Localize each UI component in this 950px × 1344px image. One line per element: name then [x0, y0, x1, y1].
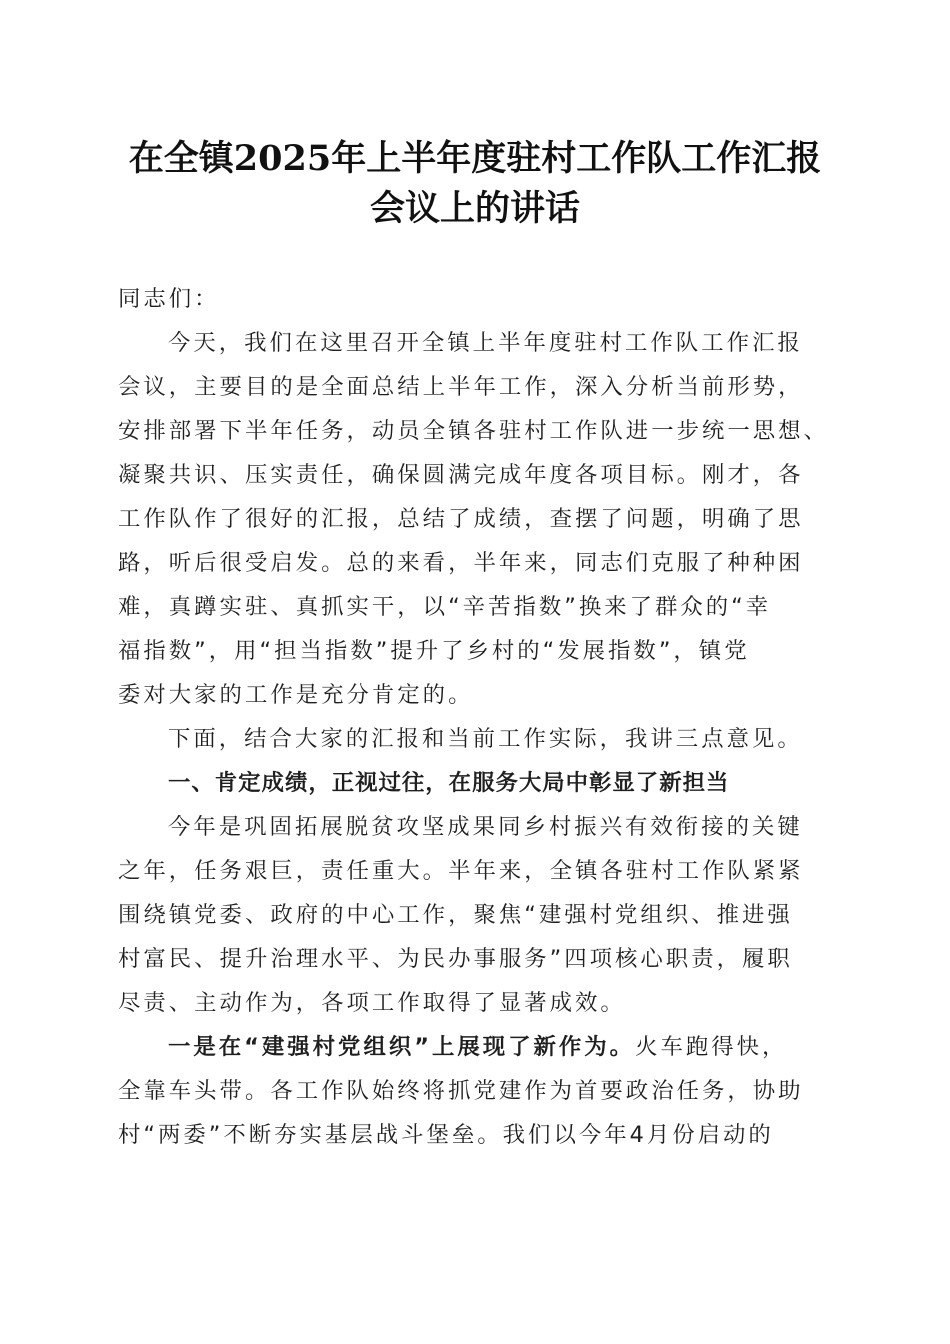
paragraph-line: 路，听后很受启发。总的来看，半年来，同志们克服了种种困 [118, 550, 804, 576]
salutation: 同志们： [118, 286, 220, 312]
paragraph-line: 围绕镇党委、政府的中心工作，聚焦“建强村党组织、推进强 [118, 902, 793, 928]
section-heading-1 [118, 761, 830, 805]
paragraph-line: 凝聚共识、压实责任，确保圆满完成年度各项目标。刚才，各 [118, 462, 804, 488]
title-line-1: 在全镇2025年上半年度驻村工作队工作汇报 [128, 138, 822, 179]
document-body [118, 277, 830, 1157]
paragraph-section-1 [118, 805, 830, 1025]
paragraph-line: 委对大家的工作是充分肯定的。 [118, 682, 474, 708]
heading-text: 一、肯定成绩，正视过往，在服务大局中彰显了新担当 [168, 770, 730, 796]
paragraph-line: 难，真蹲实驻、真抓实干，以“辛苦指数”换来了群众的“幸 [118, 594, 772, 620]
paragraph-line: 今天，我们在这里召开全镇上半年度驻村工作队工作汇报 [168, 330, 803, 356]
paragraph-line [118, 1025, 830, 1069]
paragraph-line: 安排部署下半年任务，动员全镇各驻村工作队进一步统一思想、 [118, 418, 829, 444]
paragraph-line: 村富民、提升治理水平、为民办事服务”四项核心职责，履职 [118, 946, 793, 972]
paragraph-line: 工作队作了很好的汇报，总结了成绩，查摆了问题，明确了思 [118, 506, 804, 532]
paragraph-line: 福指数”，用“担当指数”提升了乡村的“发展指数”，镇党 [118, 638, 750, 664]
paragraph-line: 村“两委”不断夯实基层战斗堡垒。我们以今年4月份启动的 [118, 1122, 774, 1148]
paragraph-point-1 [118, 1025, 830, 1157]
paragraph-line: 全靠车头带。各工作队始终将抓党建作为首要政治任务，协助 [118, 1078, 804, 1104]
paragraph-line: 下面，结合大家的汇报和当前工作实际，我讲三点意见。 [168, 726, 803, 752]
paragraph-line: 今年是巩固拓展脱贫攻坚成果同乡村振兴有效衔接的关键 [168, 814, 803, 840]
document-title [100, 134, 850, 234]
paragraph-transition [118, 717, 830, 761]
point-lead-rest: 火车跑得快， [635, 1034, 788, 1060]
paragraph-line: 会议，主要目的是全面总结上半年工作，深入分析当前形势， [118, 374, 804, 400]
point-lead: 一是在“建强村党组织”上展现了新作为。 [168, 1034, 636, 1060]
title-line-2: 会议上的讲话 [369, 188, 580, 229]
paragraph-line: 尽责、主动作为，各项工作取得了显著成效。 [118, 990, 626, 1016]
paragraph-intro [118, 321, 830, 717]
paragraph-line: 之年，任务艰巨，责任重大。半年来，全镇各驻村工作队紧紧 [118, 858, 804, 884]
